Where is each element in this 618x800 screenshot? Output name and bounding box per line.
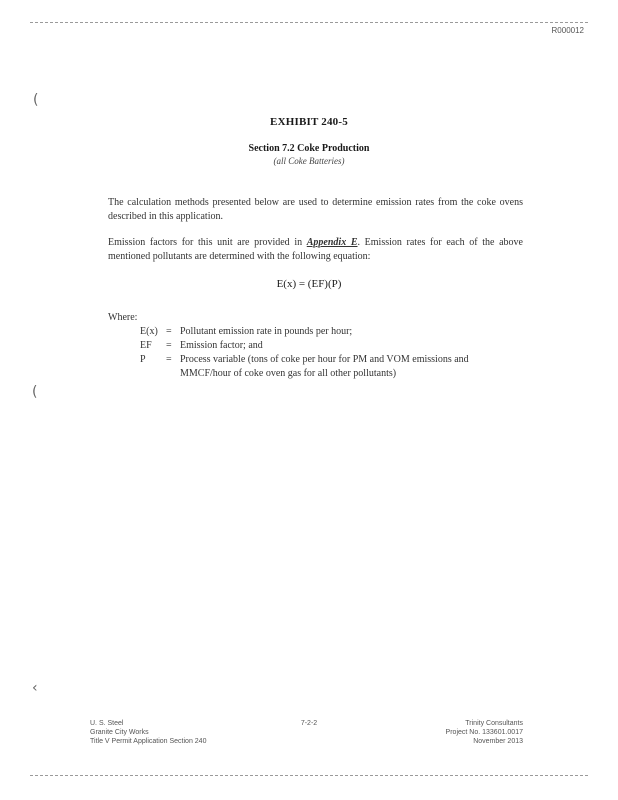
- footer-date: November 2013: [473, 738, 523, 745]
- exhibit-title: EXHIBIT 240-5: [270, 116, 348, 128]
- footer-consultant: Trinity Consultants: [465, 720, 523, 727]
- definition-symbol: E(x): [140, 326, 158, 337]
- definition-symbol: EF: [140, 340, 152, 351]
- definition-separator: =: [166, 326, 172, 337]
- bottom-scan-border: [30, 775, 588, 776]
- paragraph-text: . Emission rates for each of the above mentioned pollutants are determined with the following equation:: [108, 237, 523, 262]
- definition-row: [140, 353, 500, 381]
- intro-paragraph: The calculation methods presented below are used to determine emission rates from the coke ovens described in this application.: [108, 197, 523, 222]
- footer-company: U. S. Steel: [90, 720, 124, 727]
- definition-row: [140, 339, 500, 353]
- scan-bracket-mark-icon: (: [33, 92, 39, 108]
- footer-page-number: 7-2-2: [300, 720, 318, 727]
- appendix-reference: Appendix E: [306, 237, 358, 248]
- emission-factors-paragraph: [108, 236, 523, 264]
- top-scan-border: [30, 22, 588, 23]
- section-subtitle: (all Coke Batteries): [273, 156, 345, 166]
- definition-row: [140, 325, 500, 339]
- definition-symbol: P: [140, 354, 146, 365]
- emission-equation: E(x) = (EF)(P): [276, 278, 342, 290]
- scan-bracket-mark-icon: ‹: [32, 680, 38, 696]
- scan-bracket-mark-icon: (: [32, 384, 38, 400]
- bates-number: R000012: [551, 26, 584, 35]
- footer-right: [446, 719, 523, 746]
- definition-text: Process variable (tons of coke per hour for PM and VOM emissions and MMCF/hour of coke oven gas for all other pollutants): [180, 354, 469, 379]
- definition-text: Emission factor; and: [180, 340, 263, 351]
- paragraph-text: Emission factors for this unit are provided in: [108, 237, 307, 248]
- footer-facility: Granite City Works: [90, 729, 149, 736]
- definition-text: Pollutant emission rate in pounds per hour;: [180, 326, 353, 337]
- section-title: Section 7.2 Coke Production: [248, 143, 370, 154]
- definition-separator: =: [166, 354, 172, 365]
- where-label: Where:: [108, 312, 138, 323]
- definition-separator: =: [166, 340, 172, 351]
- footer-project-number: Project No. 133601.0017: [445, 729, 523, 736]
- footer-document: Title V Permit Application Section 240: [90, 738, 207, 745]
